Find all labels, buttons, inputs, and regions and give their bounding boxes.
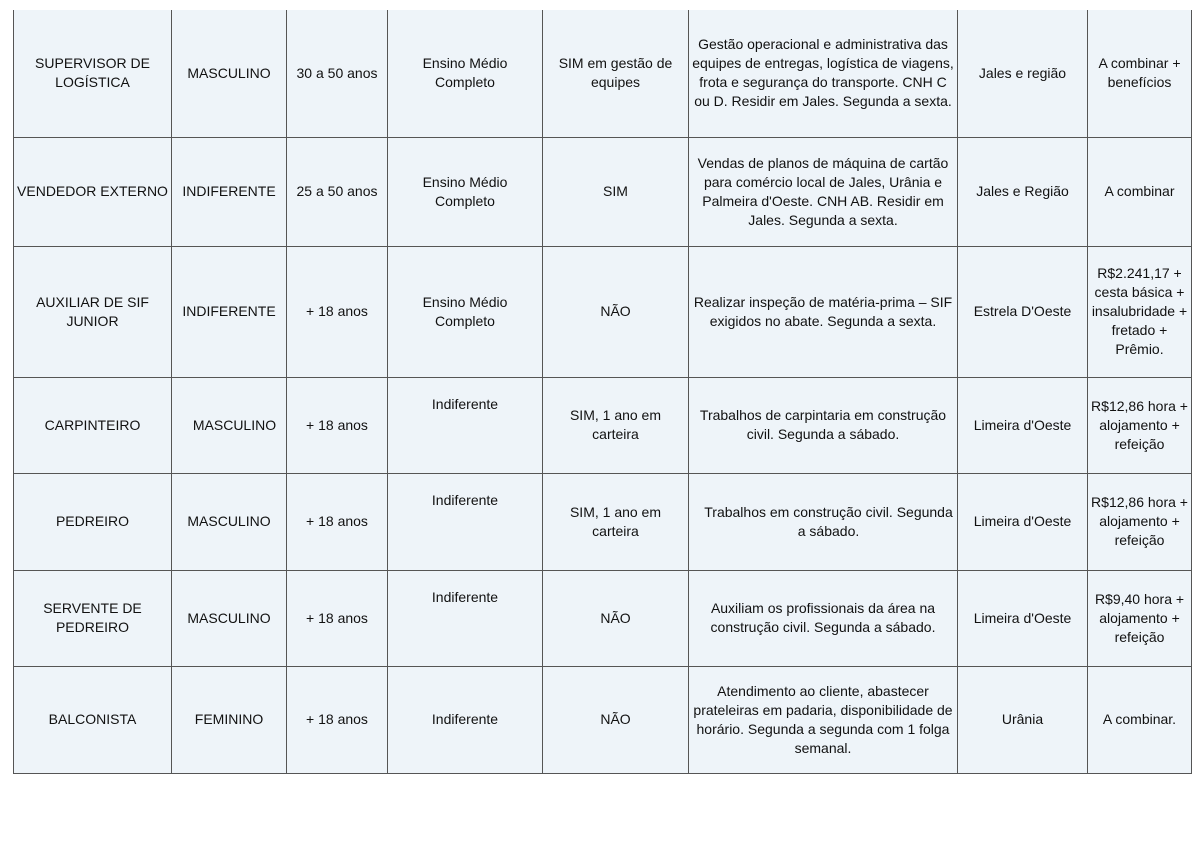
salary-cell: R$2.241,17 + cesta básica + insalubridade + fretado + Prêmio.: [1088, 246, 1192, 377]
education-cell: Indiferente: [388, 570, 543, 666]
experience-cell: SIM em gestão de equipes: [543, 10, 689, 137]
table-row: [14, 137, 1192, 246]
job-title-cell: SUPERVISOR DE LOGÍSTICA: [14, 10, 172, 137]
location-cell: Limeira d'Oeste: [958, 570, 1088, 666]
age-cell: + 18 anos: [287, 666, 388, 773]
education-cell: Indiferente: [388, 473, 543, 570]
location-cell: Jales e região: [958, 10, 1088, 137]
experience-cell: SIM, 1 ano em carteira: [543, 473, 689, 570]
gender-cell: MASCULINO: [172, 473, 287, 570]
experience-cell: NÃO: [543, 246, 689, 377]
job-title-cell: SERVENTE DE PEDREIRO: [14, 570, 172, 666]
education-cell: Ensino Médio Completo: [388, 246, 543, 377]
description-cell: Auxiliam os profissionais da área na construção civil. Segunda a sábado.: [689, 570, 958, 666]
education-cell: Indiferente: [388, 666, 543, 773]
salary-cell: A combinar + benefícios: [1088, 10, 1192, 137]
salary-cell: R$12,86 hora + alojamento + refeição: [1088, 473, 1192, 570]
age-cell: + 18 anos: [287, 377, 388, 473]
location-cell: Limeira d'Oeste: [958, 377, 1088, 473]
location-cell: Estrela D'Oeste: [958, 246, 1088, 377]
table-row: [14, 246, 1192, 377]
job-title-cell: VENDEDOR EXTERNO: [14, 137, 172, 246]
education-cell: Indiferente: [388, 377, 543, 473]
location-cell: Jales e Região: [958, 137, 1088, 246]
table-row: [14, 666, 1192, 773]
description-cell: Vendas de planos de máquina de cartão para comércio local de Jales, Urânia e Palmeira d'Oeste. CNH AB. Residir em Jales. Segunda a sexta.: [689, 137, 958, 246]
description-cell: Trabalhos em construção civil. Segunda a sábado.: [689, 473, 958, 570]
age-cell: + 18 anos: [287, 473, 388, 570]
job-listings-table: [13, 10, 1192, 774]
experience-cell: SIM, 1 ano em carteira: [543, 377, 689, 473]
experience-cell: SIM: [543, 137, 689, 246]
gender-cell: MASCULINO: [172, 10, 287, 137]
gender-cell: INDIFERENTE: [172, 137, 287, 246]
salary-cell: R$9,40 hora + alojamento + refeição: [1088, 570, 1192, 666]
job-title-cell: CARPINTEIRO: [14, 377, 172, 473]
job-title-cell: BALCONISTA: [14, 666, 172, 773]
description-cell: Realizar inspeção de matéria-prima – SIF exigidos no abate. Segunda a sexta.: [689, 246, 958, 377]
table-row: [14, 473, 1192, 570]
age-cell: 25 a 50 anos: [287, 137, 388, 246]
location-cell: Limeira d'Oeste: [958, 473, 1088, 570]
education-cell: Ensino Médio Completo: [388, 10, 543, 137]
age-cell: 30 a 50 anos: [287, 10, 388, 137]
table-row: [14, 377, 1192, 473]
table-row: [14, 570, 1192, 666]
experience-cell: NÃO: [543, 570, 689, 666]
description-cell: Gestão operacional e administrativa das equipes de entregas, logística de viagens, frota e segurança do transporte. CNH C ou D. Residir em Jales. Segunda a sexta.: [689, 10, 958, 137]
description-cell: Atendimento ao cliente, abastecer prateleiras em padaria, disponibilidade de horário. Segunda a segunda com 1 folga semanal.: [689, 666, 958, 773]
salary-cell: R$12,86 hora + alojamento + refeição: [1088, 377, 1192, 473]
gender-cell: FEMININO: [172, 666, 287, 773]
table-row: [14, 10, 1192, 137]
job-title-cell: AUXILIAR DE SIF JUNIOR: [14, 246, 172, 377]
gender-cell: MASCULINO: [172, 570, 287, 666]
salary-cell: A combinar.: [1088, 666, 1192, 773]
gender-cell: MASCULINO: [172, 377, 287, 473]
job-title-cell: PEDREIRO: [14, 473, 172, 570]
age-cell: + 18 anos: [287, 246, 388, 377]
gender-cell: INDIFERENTE: [172, 246, 287, 377]
experience-cell: NÃO: [543, 666, 689, 773]
salary-cell: A combinar: [1088, 137, 1192, 246]
job-listings-sheet: [13, 10, 1191, 774]
age-cell: + 18 anos: [287, 570, 388, 666]
description-cell: Trabalhos de carpintaria em construção civil. Segunda a sábado.: [689, 377, 958, 473]
education-cell: Ensino Médio Completo: [388, 137, 543, 246]
location-cell: Urânia: [958, 666, 1088, 773]
